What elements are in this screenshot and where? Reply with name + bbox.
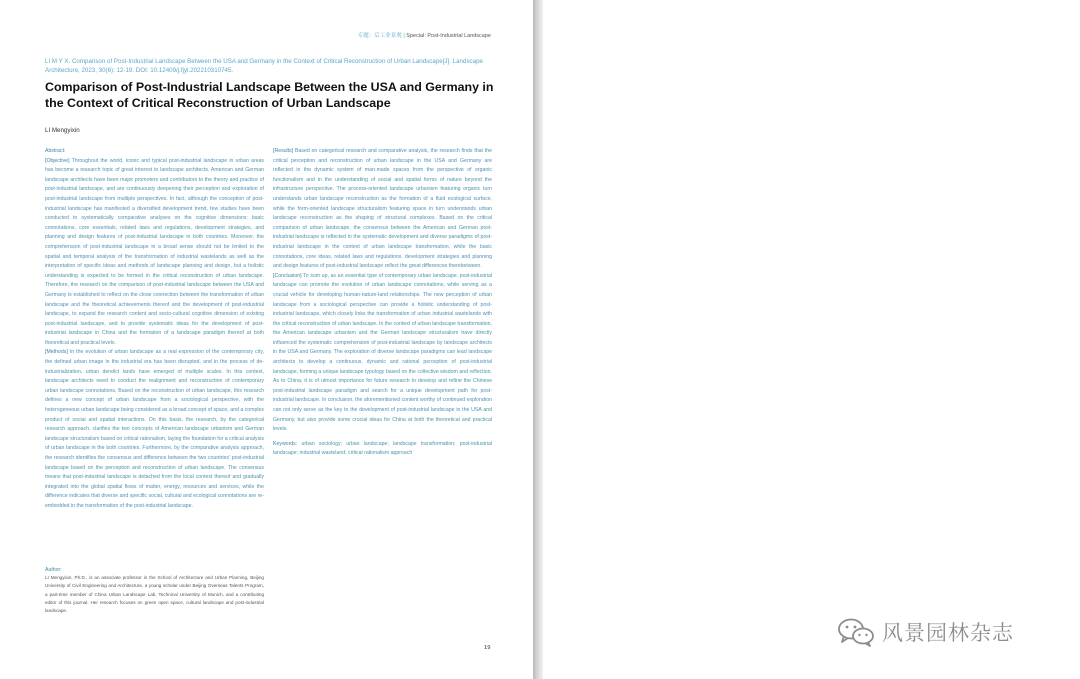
conclusion-paragraph [273, 272, 492, 435]
results-label: [Results] [273, 148, 294, 154]
results-text: Based on categorical research and comparative analysis, the research finds that the critical perception and reconstruction of urban landscape in the USA and Germany are reflected in the dynamic system of man-made spaces from the perspective of organic functionalism and in the understanding of social and spatial forms of nature beyond the infrastructure perspective. The process-oriented landscape urbanism featuring organic turn understands urban landscape reconstruction as the formation of a fluid ecological surface, while the form-oriented landscape structuralism featuring space in turn understands urban landscape reconstruction as the shaping of structural complexes. Based on the critical comparison of urban landscape, the consensus between the American and German post-industrial landscape is reflected in the systematic development and diverse paradigms of post-industrial landscape in the context of urban landscape transformation, while the basic connotations, core ideas, related laws and regulations, development strategies and planning and design features of post-industrial landscape reflect the great differences therebetween. [273, 148, 492, 270]
abstract-label: Abstract: [45, 148, 66, 154]
methods-text: In the evolution of urban landscape as a real expression of the contemporary city, the defined urban image in the industrial era has been disrupted, and in the process of de-industrialization, urban derelict lands have emerged of multiple scales. In this context, landscape architects need to conduct the realignment and reconstruction of contemporary urban landscape connotations. Based on the reconstruction of urban landscape, this research defines a new concept of urban landscape from a sociological perspective, with the heterogeneous urban landscape being considered as a broad concept of space, and a complex product of social and spatial interactions. On this basis, the research, by the categorical research approach, clarifies the two concepts of American landscape urbanism and German landscape structuralism based on critical rationalism, laying the foundation for a critical analysis of urban landscape in the both countries. Furthermore, by the comparative analysis approach, the research identifies the consensus and difference between the two countries' post-industrial landscape based on the perception and reconstruction of urban landscape. The consensus means that post-industrial landscape is detached from the local context thereof and gradually integrated into the global spatial flows of matter, energy, resources and services, while the difference indicates that diverse and specific social, cultural and ecological connotations are re-embedded in the transformation of the post-industrial landscape. [45, 349, 264, 509]
abstract-column-left [45, 147, 264, 559]
book-spine [533, 0, 543, 679]
author-name: LI Mengyixin [45, 127, 80, 134]
watermark [836, 617, 1014, 647]
running-head [358, 31, 491, 39]
article-title: Comparison of Post-Industrial Landscape Between the USA and Germany in the Context of Critical Reconstruction of Urban Landscape [45, 80, 494, 110]
author-bio [45, 566, 264, 615]
conclusion-text: To sum up, as an essential type of contemporary urban landscape, post-industrial landscape can promote the evolution of urban landscape connotations, while serving as a crucial vehicle for developing human-nature-land relationships. The new perception of urban landscape from a sociological perspective can provide a holistic understanding of post-industrial landscape, which closely links the transformation of urban industrial wastelands with the critical reconstruction of urban landscape. In the context of urban landscape transformation, the American landscape urbanism and the German landscape structuralism have directly influenced the systematic comprehension of post-industrial landscape by landscape architects in the USA and Germany. The exploration of diverse landscape paradigms can lead landscape architects to develop a continuous, dynamic and rational perception of post-industrial landscape, forming a unique landscape typology based on the collective wisdom and reflection. As to China, it is of utmost importance for future research to develop and refine the Chinese post-industrial landscape paradigm and search for a unique development path for post-industrial landscape. In conclusion, the aforementioned content worthy of continued exploration can not only serve as the key to the development of post-industrial landscape in the USA and Germany, but also provide some crucial ideas for China at both the theoretical and practical levels. [273, 272, 492, 433]
abstract-column-right [273, 147, 492, 529]
running-head-separator: | [401, 33, 407, 39]
keywords-paragraph [273, 440, 492, 459]
right-page [543, 0, 1080, 679]
conclusion-label: [Conclusion] [273, 272, 302, 279]
methods-paragraph [45, 348, 264, 511]
objective-label: [Objective] [45, 157, 70, 164]
running-head-en: Special: Post-Industrial Landscape [406, 33, 491, 39]
keywords-text: urban sociology; urban landscape; landscape transformation; post-industrial landscape; industrial wasteland; critical rationalism approach [273, 440, 492, 457]
author-bio-label: Author: [45, 567, 62, 573]
running-head-cn: 专题：后工业景观 [357, 33, 402, 39]
watermark-text: 风景园林杂志 [882, 621, 1014, 645]
author-bio-text: LI Mengyixin, Ph.D., is an associate professor in the School of Architecture and Urban Planning, Beijing University of Civil Engineering and Architecture, a young scholar under Beijing Overseas Talents Program, a part-time member of China Urban Landscape Lab, Technical University of Munich, and a contributing editor of this journal. Her research focuses on green open space, cultural landscape and post-industrial landscape. [45, 575, 264, 614]
results-paragraph [273, 147, 492, 272]
left-page [0, 0, 533, 679]
wechat-icon [836, 617, 876, 647]
methods-label: [Methods] [45, 349, 68, 356]
page-number: 19 [484, 645, 491, 651]
objective-text: Throughout the world, iconic and typical post-industrial landscape in urban areas has become a research topic of great interest to landscape architects. American and German landscape architects have been major promoters and contributors to the theory and practice of post-industrial landscape, and are continuously deepening their perception and exploration of post-industrial landscape from multiple perspectives. In fact, although the conception of post-industrial landscape has manifested a diversified development trend, few studies have been conducted to systematically comparative analyses on the cognitive dimensions: basic connotations, core essentials, related laws and regulations, development strategies, and planning and design features of post-industrial landscape in both countries. Moreover, the comprehension of post-industrial landscape in a broad sense should not be limited to the spatial and temporal analysis of the transformation of industrial wastelands as well as the interpretation of specific ideas and methods of landscape planning and design, but a holistic understanding is expected to be formed in the critical reconstruction of urban landscape. Therefore, the research on the comparison of post-industrial landscape between the USA and Germany is established to reflect on the close connection between the transformation of urban landscape and the theoretical achievements thereof and the development of post-industrial landscape, to expand the research content and socio-cultural cognitive dimension of existing post-industrial landscape, and to provide systematic ideas for the development of post-industrial landscape in China and the formation of a landscape paradigm thereof at both theoretical and practical levels. [45, 157, 264, 346]
citation: LI M Y X. Comparison of Post-Industrial Landscape Between the USA and Germany in the Context of Critical Reconstruction of Urban Landscape[J]. Landscape Architecture, 2023, 30(6): 12-19. DOI: 10.12409/j.fjyl.202210310745. [45, 58, 483, 75]
keywords-label: Keywords: [273, 440, 298, 447]
objective-paragraph [45, 157, 264, 349]
